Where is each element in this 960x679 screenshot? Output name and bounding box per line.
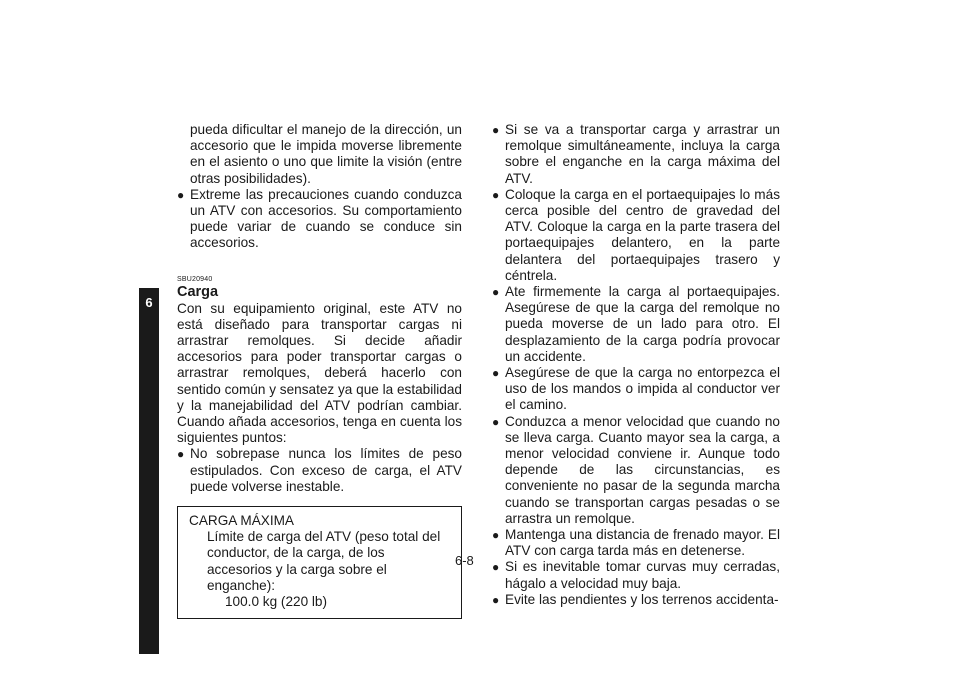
bullet-icon: ● — [492, 560, 500, 575]
max-load-value: 100.0 kg (220 lb) — [225, 594, 328, 610]
list-item — [177, 187, 462, 252]
bullet-text: Asegúrese de que la carga no entorpezca el uso de los mandos o impida al conductor ver el camino. — [505, 365, 780, 413]
bullet-icon: ● — [492, 285, 500, 300]
bullet-icon: ● — [492, 528, 500, 543]
right-column — [492, 122, 780, 608]
section-heading: Carga — [177, 283, 219, 300]
max-load-box — [177, 506, 462, 619]
bullet-text: No sobrepase nunca los límites de peso estipulados. Con exceso de carga, el ATV puede volverse inestable. — [190, 446, 462, 494]
page-number: 6-8 — [455, 553, 474, 568]
bullet-text: Coloque la carga en el portaequipajes lo más cerca posible del centro de gravedad del ATV. Coloque la carga en la parte trasera del portaequipajes delantero, en la parte delantera del portaequipajes trasero y céntrela. — [505, 186, 780, 283]
bullet-text: Si se va a transportar carga y arrastrar un remolque simultáneamente, incluya la carga sobre el enganche en la carga máxima del ATV. — [505, 122, 780, 186]
list-item — [492, 187, 780, 284]
list-item — [492, 122, 780, 187]
bullet-text: Si es inevitable tomar curvas muy cerradas, hágalo a velocidad muy baja. — [505, 559, 780, 591]
left-column — [177, 122, 462, 619]
bullet-icon: ● — [492, 187, 500, 202]
list-item — [492, 284, 780, 365]
bullet-icon: ● — [492, 123, 500, 137]
bullet-icon: ● — [177, 187, 185, 202]
bullet-text: Ate firmemente la carga al portaequipajes. Asegúrese de que la carga del remolque no pueda moverse de un lado para otro. El desplazamiento de la carga podría provocar un accidente. — [505, 284, 780, 364]
bullet-text: Extreme las precauciones cuando conduzca un ATV con accesorios. Su comportamiento puede variar de cuando se conduce sin accesorios. — [190, 186, 462, 251]
bullet-icon: ● — [492, 592, 500, 607]
list-item — [492, 365, 780, 414]
max-load-description: Límite de carga del ATV (peso total del conductor, de la carga, de los accesorios y la carga sobre el enganche): — [207, 529, 441, 593]
intro-continuation: pueda dificultar el manejo de la dirección, un accesorio que le impida moverse libremente en el asiento o uno que limite la visión (entre otras posibilidades). — [190, 122, 462, 186]
list-item — [492, 527, 780, 559]
body-paragraph: Con su equipamiento original, este ATV no está diseñado para transportar cargas ni arrastrar remolques. Si decide añadir accesorios para poder transportar cargas o arrastrar remolques, deberá hacerlo con sentido común y sensatez ya que la estabilidad y la manejabilidad del ATV podrían cambiar. Cuando añada accesorios, tenga en cuenta los siguientes puntos: — [177, 300, 462, 446]
bullet-icon: ● — [492, 366, 500, 381]
list-item — [492, 414, 780, 527]
list-item — [492, 559, 780, 591]
list-item — [177, 446, 462, 495]
section-tab: 6 — [139, 288, 159, 654]
bullet-text: Conduzca a menor velocidad que cuando no se lleva carga. Cuanto mayor sea la carga, a menor velocidad conviene ir. Aunque todo depende de las circunstancias, es conveniente no pasar de la segunda marcha cuando se transportan cargas pesadas o se arrastra un remolque. — [505, 413, 780, 526]
max-load-title: CARGA MÁXIMA — [189, 513, 294, 529]
reference-code: SBU20940 — [177, 275, 213, 283]
bullet-icon: ● — [492, 414, 500, 429]
bullet-text: Evite las pendientes y los terrenos accidenta- — [505, 591, 779, 607]
bullet-icon: ● — [177, 447, 185, 462]
bullet-text: Mantenga una distancia de frenado mayor. El ATV con carga tarda más en detenerse. — [505, 527, 780, 559]
list-item — [492, 592, 780, 608]
